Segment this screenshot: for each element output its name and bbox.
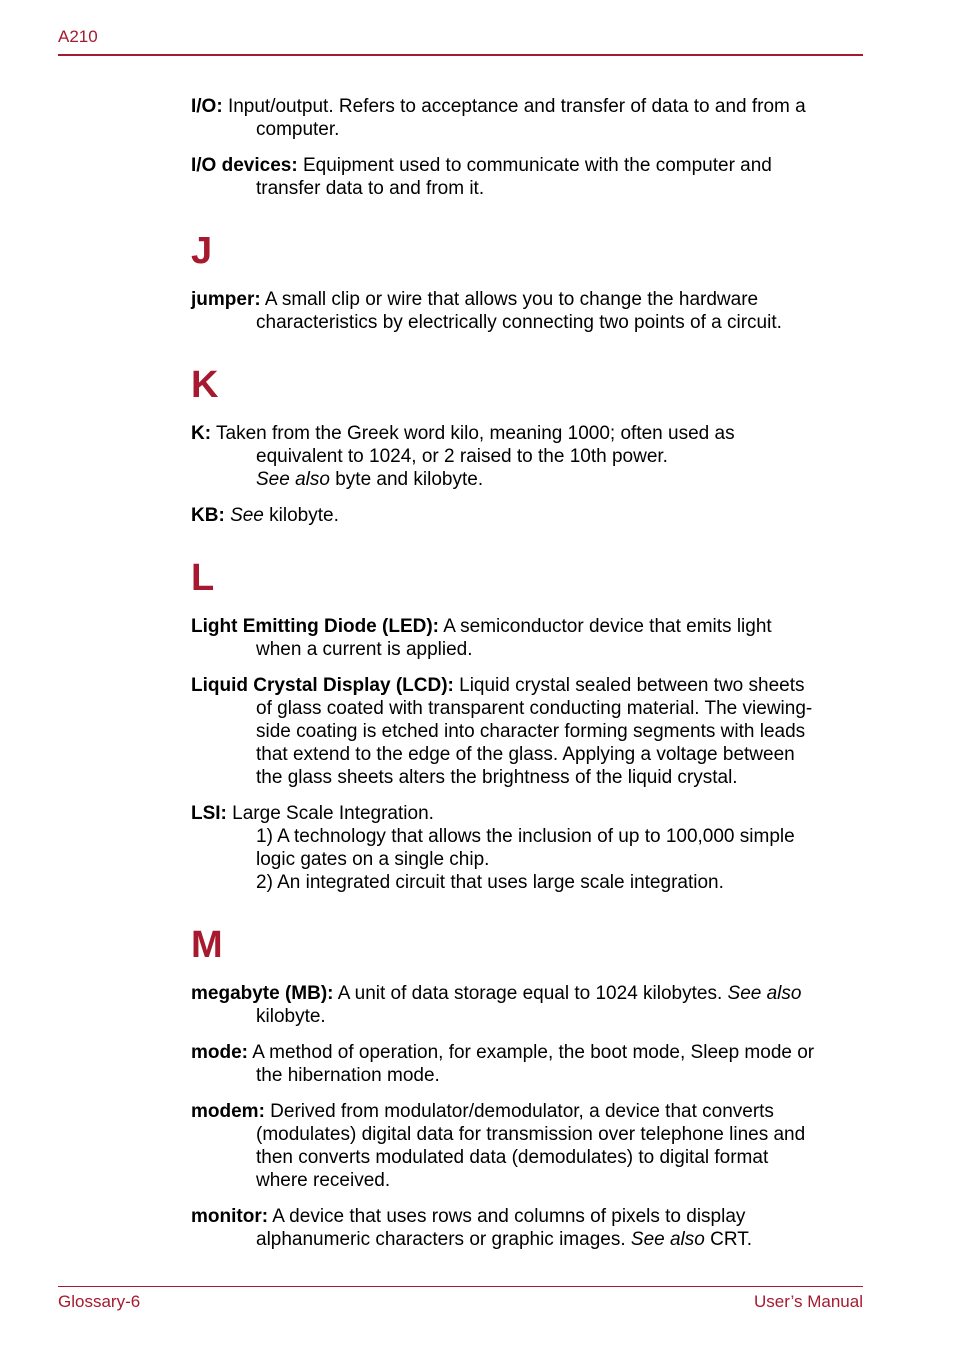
glossary-definition-continued: (modulates) digital data for transmission over telephone lines and [256,1124,806,1145]
section-letter-j: J [191,230,213,272]
glossary-definition-continued: kilobyte. [256,1006,326,1027]
glossary-entry-io [191,95,863,141]
glossary-definition-continued: of glass coated with transparent conducting material. The viewing- [256,698,813,719]
glossary-entry-lsi [191,802,863,894]
glossary-definition-continued: characteristics by electrically connecting two points of a circuit. [256,312,782,333]
glossary-term: KB: [191,505,225,526]
section-letter-l: L [191,557,215,599]
glossary-entry-jumper [191,288,863,334]
glossary-definition-continued: byte and kilobyte. [329,469,484,490]
glossary-definition-continued: computer. [256,119,340,140]
glossary-definition-continued: CRT. [704,1229,753,1250]
glossary-definition: A method of operation, for example, the boot mode, Sleep mode or [248,1042,815,1063]
glossary-definition-continued: logic gates on a single chip. [256,849,490,870]
glossary-term: K: [191,423,212,444]
glossary-definition-continued: then converts modulated data (demodulates) to digital format [256,1147,769,1168]
glossary-entry-lcd [191,674,863,789]
glossary-definition: Large Scale Integration. [226,803,434,824]
see-also-reference: See also [630,1229,705,1250]
glossary-term: I/O: [191,96,223,117]
footer-page-number: Glossary-6 [58,1292,141,1311]
glossary-term: modem: [191,1101,265,1122]
footer-manual-title: User’s Manual [754,1292,863,1311]
glossary-definition: Equipment used to communicate with the computer and [297,155,772,176]
glossary-definition: A small clip or wire that allows you to change the hardware [260,289,759,310]
see-also-reference: See also [727,983,802,1004]
section-letter-m: M [191,924,223,966]
see-reference: See [230,505,264,526]
document-model-header: A210 [58,27,98,46]
glossary-definition-continued: equivalent to 1024, or 2 raised to the 10th power. [256,446,668,467]
glossary-definition: kilobyte. [263,505,339,526]
glossary-term: LSI: [191,803,227,824]
glossary-definition-continued: 1) A technology that allows the inclusion of up to 100,000 simple [256,826,795,847]
glossary-definition: A unit of data storage equal to 1024 kilobytes. [333,983,728,1004]
glossary-term: megabyte (MB): [191,983,334,1004]
glossary-definition-continued: transfer data to and from it. [256,178,485,199]
glossary-entry-modem [191,1100,863,1192]
section-letter-k: K [191,364,219,406]
glossary-definition: A device that uses rows and columns of pixels to display [268,1206,746,1227]
glossary-term: I/O devices: [191,155,298,176]
glossary-entry-mode [191,1041,863,1087]
glossary-content [191,95,863,1264]
glossary-definition-continued: where received. [256,1170,391,1191]
glossary-definition: A semiconductor device that emits light [439,616,772,637]
glossary-definition-continued: 2) An integrated circuit that uses large scale integration. [256,872,724,893]
glossary-term: jumper: [191,289,261,310]
glossary-definition-continued: that extend to the edge of the glass. Applying a voltage between [256,744,795,765]
glossary-entry-led [191,615,863,661]
see-also-reference: See also [256,469,330,490]
glossary-definition-continued: the hibernation mode. [256,1065,440,1086]
glossary-term: Light Emitting Diode (LED): [191,616,440,637]
glossary-definition-continued: when a current is applied. [256,639,473,660]
glossary-definition: Derived from modulator/demodulator, a device that converts [264,1101,774,1122]
glossary-entry-megabyte [191,982,863,1028]
glossary-definition-continued: alphanumeric characters or graphic images. [256,1229,631,1250]
glossary-entry-kb [191,504,863,527]
glossary-entry-monitor [191,1205,863,1251]
header-rule [58,54,863,56]
glossary-term: mode: [191,1042,248,1063]
glossary-term: monitor: [191,1206,269,1227]
glossary-definition: Liquid crystal sealed between two sheets [453,675,805,696]
glossary-definition-continued: side coating is etched into character forming segments with leads [256,721,806,742]
glossary-definition: Input/output. Refers to acceptance and transfer of data to and from a [222,96,806,117]
footer-rule [58,1286,863,1287]
glossary-definition-continued: the glass sheets alters the brightness of the liquid crystal. [256,767,738,788]
glossary-term: Liquid Crystal Display (LCD): [191,675,454,696]
glossary-definition: Taken from the Greek word kilo, meaning 1000; often used as [211,423,735,444]
glossary-entry-io-devices [191,154,863,200]
glossary-entry-k [191,422,863,491]
